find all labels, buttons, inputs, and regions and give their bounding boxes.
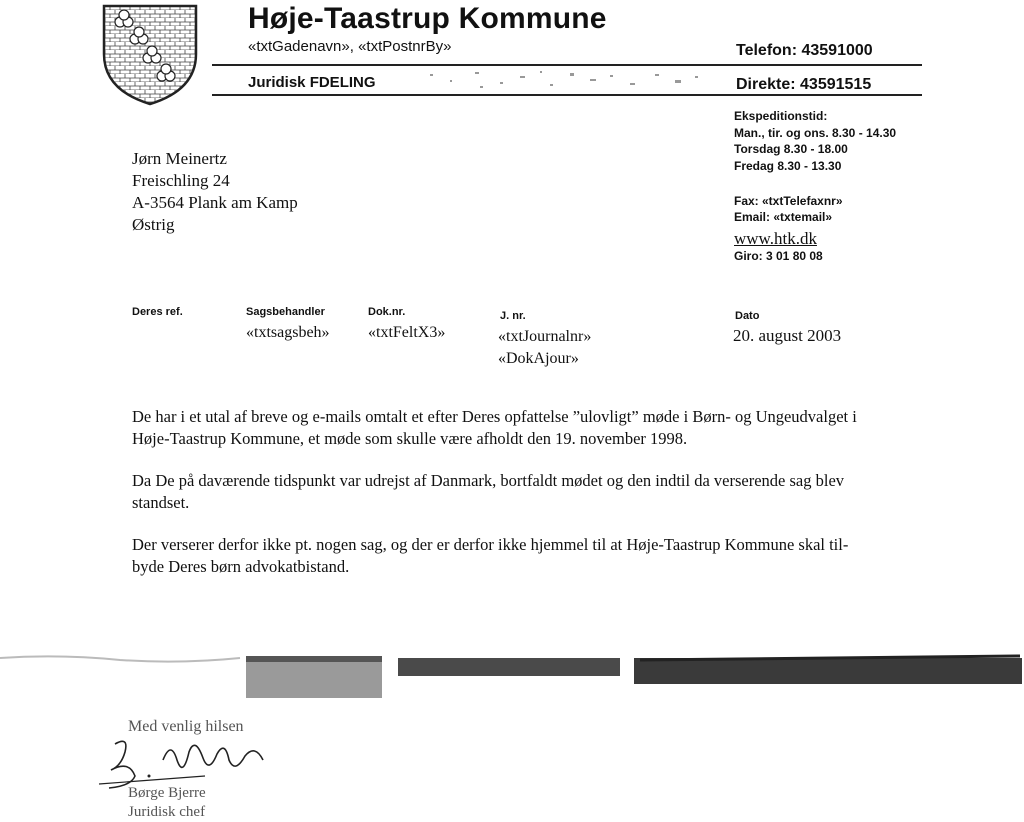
body-paragraph-1 bbox=[132, 406, 982, 450]
department-name: Juridisk FDELING bbox=[248, 74, 376, 91]
address-placeholders: «txtGadenavn», «txtPostnrBy» bbox=[248, 38, 452, 55]
jnr-value-2: «DokAjour» bbox=[498, 350, 579, 367]
contact-block bbox=[734, 193, 843, 225]
recipient-name: Jørn Meinertz bbox=[132, 149, 227, 168]
doknr-value: «txtFeltX3» bbox=[368, 324, 446, 341]
signer-block bbox=[128, 784, 206, 822]
body-paragraph-3 bbox=[132, 534, 982, 578]
recipient-country: Østrig bbox=[132, 215, 175, 234]
paragraph-line: standset. bbox=[132, 493, 190, 512]
sagsbehandler-value: «txtsagsbeh» bbox=[246, 324, 330, 341]
office-hours-line: Torsdag 8.30 - 18.00 bbox=[734, 142, 848, 156]
header-rule-bottom bbox=[212, 94, 922, 96]
recipient-address bbox=[132, 148, 298, 236]
office-hours-line: Man., tir. og ons. 8.30 - 14.30 bbox=[734, 125, 897, 140]
phone-number: 43591000 bbox=[801, 42, 873, 59]
giro-line: Giro: 3 01 80 08 bbox=[734, 249, 823, 263]
phone-line bbox=[736, 42, 873, 60]
jnr-value: «txtJournalnr» bbox=[498, 328, 592, 345]
paragraph-line: De har i et utal af breve og e-mails omtalt et efter Deres opfattelse ”ulovligt” møde i Børn- og Ungeudvalget i bbox=[132, 407, 857, 426]
fax-line: Fax: «txtTelefaxnr» bbox=[734, 194, 843, 208]
direct-label: Direkte: bbox=[736, 76, 796, 93]
paragraph-line: Der verserer derfor ikke pt. nogen sag, og der er derfor ikke hjemmel til at Høje-Taastrup Kommune skal til- bbox=[132, 535, 849, 554]
recipient-street: Freischling 24 bbox=[132, 171, 230, 190]
office-hours-title: Ekspeditionstid: bbox=[734, 109, 828, 123]
paragraph-line: Da De på daværende tidspunkt var udrejst af Danmark, bortfaldt mødet og den indtil da verserende sag blev bbox=[132, 471, 845, 490]
office-hours-line: Fredag 8.30 - 13.30 bbox=[734, 158, 842, 173]
website-link[interactable]: www.htk.dk bbox=[734, 229, 817, 248]
signer-name: Børge Bjerre bbox=[128, 785, 206, 801]
paragraph-line: byde Deres børn advokatbistand. bbox=[132, 557, 350, 576]
phone-label: Telefon: bbox=[736, 42, 798, 59]
closing-greeting: Med venlig hilsen bbox=[128, 718, 244, 735]
scan-noise bbox=[420, 68, 720, 92]
organization-name: Høje-Taastrup Kommune bbox=[248, 2, 607, 35]
jnr-label: J. nr. bbox=[500, 310, 526, 322]
scan-artifact-bar bbox=[0, 650, 1024, 700]
doknr-label: Dok.nr. bbox=[368, 306, 406, 318]
municipal-crest-icon bbox=[100, 2, 200, 106]
sagsbehandler-label: Sagsbehandler bbox=[246, 306, 325, 318]
paragraph-line: Høje-Taastrup Kommune, et møde som skulle være afholdt den 19. november 1998. bbox=[132, 429, 688, 448]
deres-ref-label: Deres ref. bbox=[132, 306, 183, 318]
jnr-values bbox=[498, 326, 591, 370]
date-value: 20. august 2003 bbox=[733, 326, 842, 345]
header-rule-top bbox=[212, 64, 922, 66]
body-paragraph-2 bbox=[132, 470, 982, 514]
signer-title: Juridisk chef bbox=[128, 804, 206, 820]
recipient-city: A-3564 Plank am Kamp bbox=[132, 193, 298, 212]
direct-phone-line bbox=[736, 76, 871, 94]
direct-number: 43591515 bbox=[800, 76, 872, 93]
date-label: Dato bbox=[735, 310, 760, 322]
email-line: Email: «txtemail» bbox=[734, 210, 833, 224]
office-hours bbox=[734, 108, 896, 174]
